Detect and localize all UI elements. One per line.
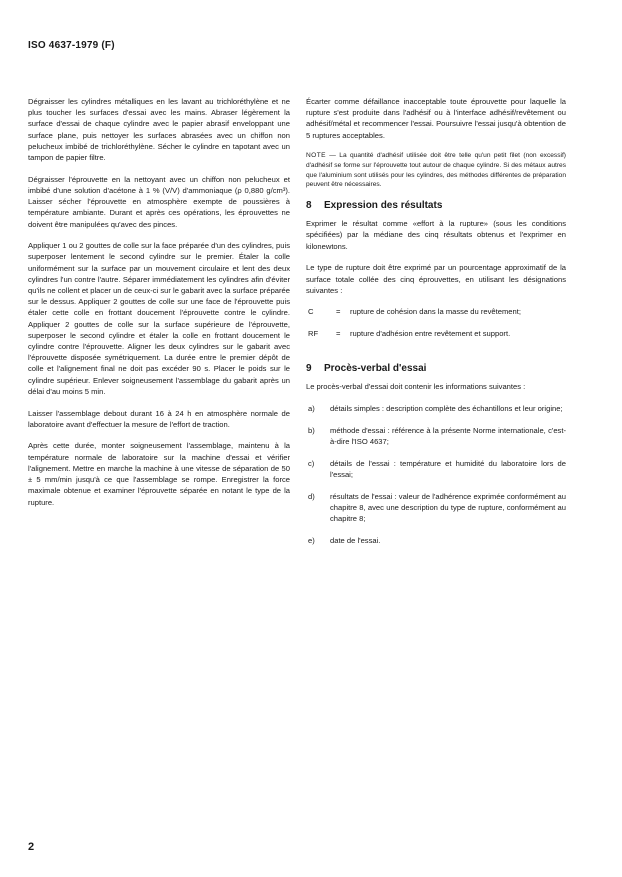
list-item-key: b) bbox=[308, 425, 315, 435]
list-item-key: c) bbox=[308, 458, 315, 468]
section-9-intro: Le procès-verbal d'essai doit contenir les informations suivantes : bbox=[306, 382, 526, 392]
paragraph-apply-adhesive: Appliquer 1 ou 2 gouttes de colle sur la face préparée d'un des cylindres, puis superposer lentement le second cylindre sur le premier. Étaler la colle uniformément sur la surface par un mouvement circulaire et lent des deux cylindres l'un contre l'autre. Séparer immédiatement les cylindres afin d'éviter qu'ils ne collent et placer un de ceux-ci sur le gabarit avec la surface préparée sur le dessus. Appliquer 2 gouttes de colle sur une face de l'éprouvette puis étaler cette colle en frottant doucement l'éprouvette contre le cylindre. Appliquer 2 gouttes de colle sur la surface supérieure de l'éprouvette, superposer le second cylindre et étaler la colle en frottant doucement le cylindre contre l'éprouvette. Aligner les deux cylindres sur le gabarit avec l'éprouvette disposée symétriquement. La durée entre le premier dépôt de colle et l'alignement final ne doit pas excéder 90 s. Placer le poids sur le cylindre supérieur. Enlever soigneusement l'assemblage du gabarit après un délai d'au moins 5 min. bbox=[28, 241, 290, 396]
list-item-key: e) bbox=[308, 535, 315, 545]
list-item bbox=[306, 535, 566, 546]
right-column bbox=[306, 96, 566, 556]
paragraph-degrease-cylinders: Dégraisser les cylindres métalliques en les lavant au trichloréthylène et ne plus toucher les surfaces d'essai avec les mains. Abraser légèrement la surface d'essai de chaque cylindre avec le papier abrasif enveloppant une surface plane, puis nettoyer les surfaces abrasées avec un chiffon non pelucheux imbibé de trichloréthylène. Sécher le cylindre en tapotant avec un tampon de papier filtre. bbox=[28, 97, 290, 163]
list-item-text: résultats de l'essai : valeur de l'adhérence exprimée conformément au chapitre 8, avec une description du type de rupture, conformément au chapitre 8; bbox=[330, 491, 566, 523]
list-item-text: détails simples : description complète des échantillons et leur origine; bbox=[330, 404, 563, 414]
section-8-heading bbox=[306, 200, 566, 212]
list-item bbox=[306, 425, 566, 447]
list-item-text: méthode d'essai : référence à la présente Norme internationale, c'est-à-dire l'ISO 4637; bbox=[330, 425, 566, 446]
designation-code: RF bbox=[308, 329, 319, 339]
note-text: — La quantité d'adhésif utilisée doit être telle qu'un petit filet (non excessif) d'adhésif se forme sur l'éprouvette tout autour de chaque cylindre. Si des métaux autres que l'aluminium sont utilisés pour les cylindres, des méthodes différentes de préparation peuvent être nécessaires. bbox=[306, 152, 566, 189]
page-number: 2 bbox=[28, 841, 35, 853]
paragraph-tensile-test: Après cette durée, monter soigneusement l'assemblage, maintenu à la température normale de laboratoire sur la machine d'essai et vérifier l'alignement. Mettre en marche la machine à une vitesse de séparation de 50 ± 5 mm/min jusqu'à ce que l'assemblage se rompe. Enregistrer la force maximale obtenue et examiner l'éprouvette séparée en notant le type de la rupture. bbox=[28, 441, 290, 507]
section-9-number: 9 bbox=[306, 363, 312, 375]
section-8-paragraph-1: Exprimer le résultat comme «effort à la rupture» (sous les conditions spécifiées) par la médiane des cinq résultats obtenus et l'exprimer en kilonewtons. bbox=[306, 219, 566, 251]
paragraph-reject-failures: Écarter comme défaillance inacceptable toute éprouvette pour laquelle la rupture s'est produite dans l'adhésif ou à l'interface adhésif/revêtement ou adhésif/métal et recommencer l'essai. Poursuivre l'essai jusqu'à obtention de 5 ruptures acceptables. bbox=[306, 97, 566, 140]
list-item-key: a) bbox=[308, 404, 315, 414]
paragraph-degrease-specimen: Dégraisser l'éprouvette en la nettoyant avec un chiffon non pelucheux et imbibé d'une solution d'acétone à 1 % (V/V) d'ammoniaque (ρ 0,880 g/cm³). Laisser sécher l'éprouvette en atmosphère exempte de poussières à température ambiante. Durant et après ces opérations, les éprouvettes ne doivent être manipulées qu'avec des pinces. bbox=[28, 174, 290, 229]
note bbox=[306, 151, 566, 189]
section-8-paragraph-2: Le type de rupture doit être exprimé par un pourcentage approximatif de la surface totale collée des cinq éprouvettes, en utilisant les désignations suivantes : bbox=[306, 263, 566, 295]
section-8-title: Expression des résultats bbox=[324, 200, 443, 212]
designation-code: C bbox=[308, 307, 314, 317]
list-item bbox=[306, 403, 566, 414]
report-items-list bbox=[306, 403, 566, 546]
list-item-text: détails de l'essai : température et humidité du laboratoire lors de l'essai; bbox=[330, 458, 566, 479]
list-item-key: d) bbox=[308, 491, 315, 501]
section-8-number: 8 bbox=[306, 200, 312, 212]
designation-definition: rupture de cohésion dans la masse du revêtement; bbox=[350, 307, 521, 317]
equals-sign: = bbox=[336, 329, 341, 339]
designation-definition: rupture d'adhésion entre revêtement et support. bbox=[350, 329, 511, 339]
section-9-heading bbox=[306, 363, 566, 375]
paragraph-conditioning: Laisser l'assemblage debout durant 16 à 24 h en atmosphère normale de laboratoire avant d'effectuer la mesure de l'effort de traction. bbox=[28, 408, 290, 429]
section-9-title: Procès-verbal d'essai bbox=[324, 363, 427, 375]
designation-row bbox=[306, 328, 566, 339]
designation-row bbox=[306, 306, 566, 317]
left-column bbox=[28, 96, 290, 518]
equals-sign: = bbox=[336, 307, 341, 317]
note-label: NOTE bbox=[306, 152, 326, 160]
list-item bbox=[306, 458, 566, 480]
list-item bbox=[306, 491, 566, 525]
document-header: ISO 4637-1979 (F) bbox=[28, 40, 115, 51]
list-item-text: date de l'essai. bbox=[330, 535, 381, 545]
